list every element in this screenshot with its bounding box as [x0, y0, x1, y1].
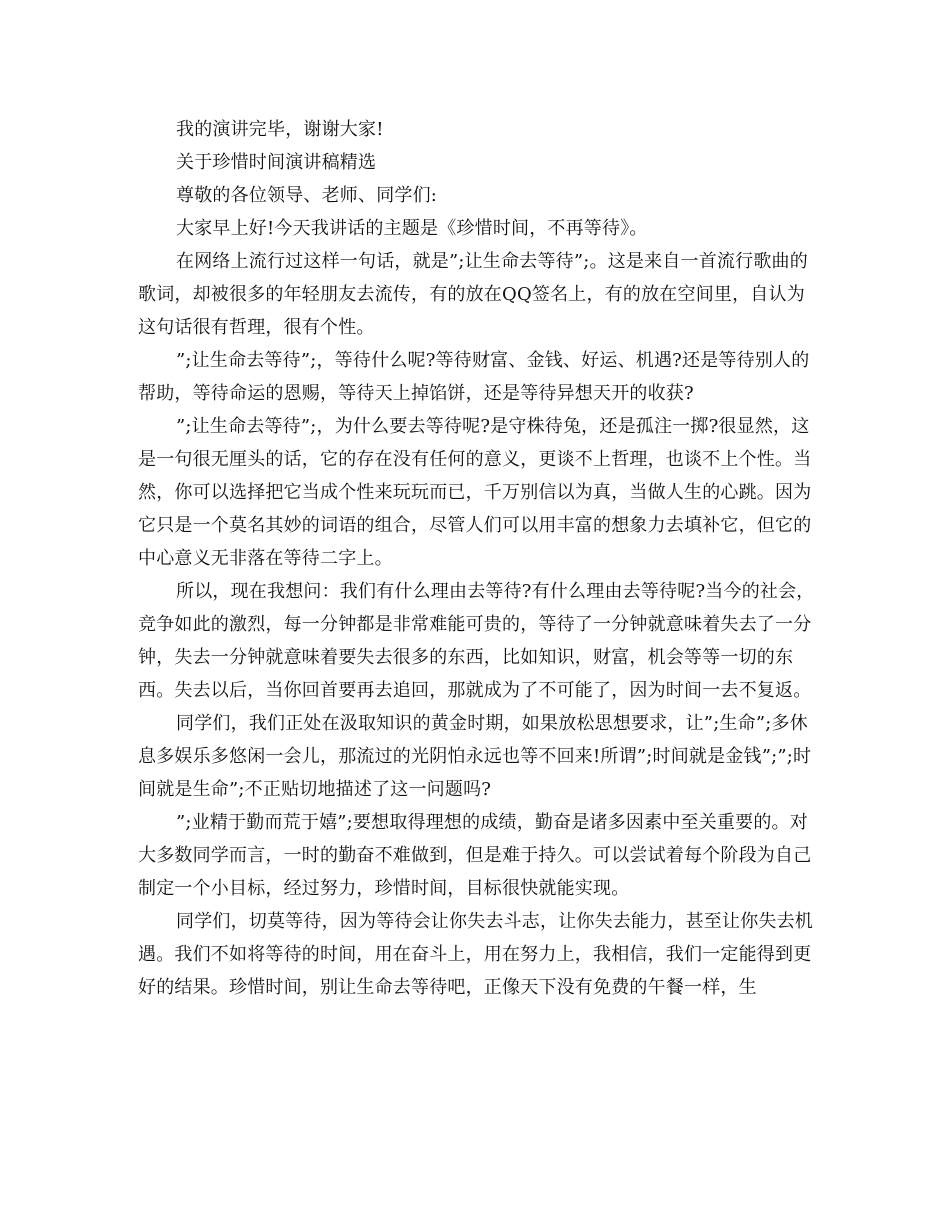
paragraph-body: ”;业精于勤而荒于嬉”;要想取得理想的成绩，勤奋是诸多因素中至关重要的。对大多数同学而言，一时的勤奋不难做到，但是难于持久。可以尝试着每个阶段为自己制定一个小目标，经过努力，珍惜时间，目标很快就能实现。	[138, 812, 812, 899]
paragraph-body: ”;让生命去等待”;，为什么要去等待呢?是守株待兔，还是孤注一掷?很显然，这是一句很无厘头的话，它的存在没有任何的意义，更谈不上哲理，也谈不上个性。当然，你可以选择把它当成个性来玩玩而已，千万别信以为真，当做人生的心跳。因为它只是一个莫名其妙的词语的组合，尽管人们可以用丰富的想象力去填补它，但它的中心意义无非落在等待二字上。	[138, 416, 812, 569]
paragraph-body: 同学们，我们正处在汲取知识的黄金时期，如果放松思想要求，让”;生命”;多休息多娱乐多悠闲一会儿，那流过的光阴怕永远也等不回来!所谓”;时间就是金钱”;”;时间就是生命”;不正贴切地描述了这一问题吗?	[138, 713, 812, 800]
paragraph-body: 所以，现在我想问：我们有什么理由去等待?有什么理由去等待呢?当今的社会，竞争如此的激烈，每一分钟都是非常难能可贵的，等待了一分钟就意味着失去了一分钟，失去一分钟就意味着要失去很多的东西，比如知识，财富，机会等等一切的东西。失去以后，当你回首要再去追回，那就成为了不可能了，因为时间一去不复返。	[138, 581, 815, 701]
paragraph-body: 同学们，切莫等待，因为等待会让你失去斗志，让你失去能力，甚至让你失去机遇。我们不如将等待的时间，用在奋斗上，用在努力上，我相信，我们一定能得到更好的结果。珍惜时间，别让生命去等待吧，正像天下没有免费的午餐一样，生	[138, 911, 813, 998]
paragraph-title: 关于珍惜时间演讲稿精选	[176, 152, 377, 173]
paragraph-greeting: 大家早上好!今天我讲话的主题是《珍惜时间，不再等待》。	[176, 218, 648, 239]
paragraph-body: 在网络上流行过这样一句话，就是”;让生命去等待”;。这是来自一首流行歌曲的歌词，却被很多的年轻朋友去流传，有的放在QQ签名上，有的放在空间里，自认为这句话很有哲理，很有个性。	[138, 251, 808, 338]
paragraph-body: ”;让生命去等待”;，等待什么呢?等待财富、金钱、好运、机遇?还是等待别人的帮助，等待命运的恩赐，等待天上掉馅饼，还是等待异想天开的收获?	[138, 350, 810, 404]
document-body	[138, 113, 818, 1004]
paragraph-salutation: 尊敬的各位领导、老师、同学们:	[176, 185, 438, 206]
paragraph-closing: 我的演讲完毕，谢谢大家!	[176, 119, 384, 140]
